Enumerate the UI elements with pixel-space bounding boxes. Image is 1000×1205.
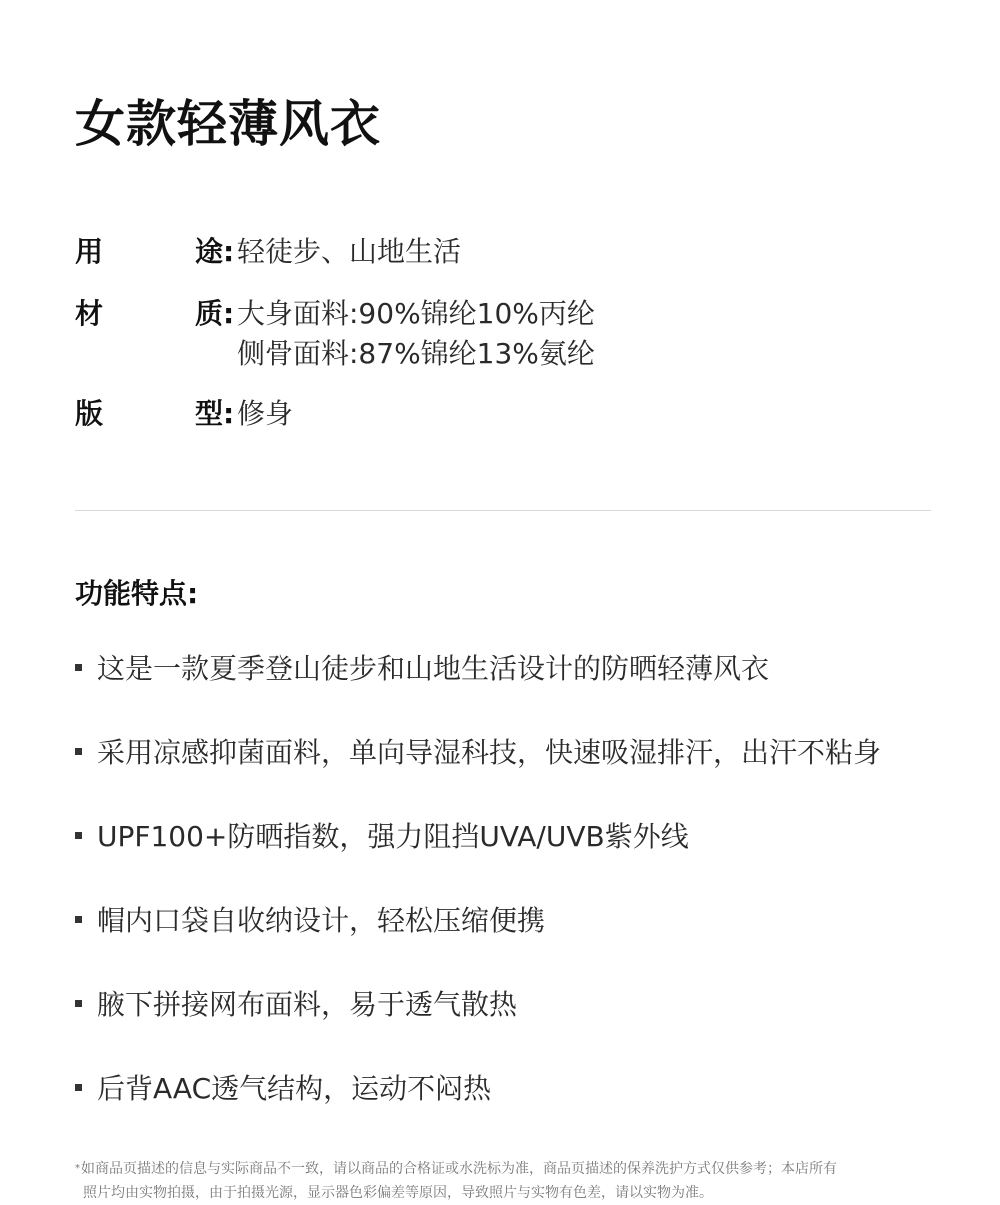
square-bullet-icon [75,664,82,671]
spec-label-char: 途 [194,235,223,268]
spec-label [75,394,223,434]
spec-label-char: 用 [75,235,104,268]
feature-text: UPF100+防晒指数，强力阻挡UVA/UVB紫外线 [97,820,689,853]
square-bullet-icon [75,1084,82,1091]
spec-list [75,232,955,434]
spec-row-usage [75,232,955,272]
spec-label-char: 质 [194,297,223,330]
footnote-asterisk: * [75,1163,80,1174]
spec-label [75,294,223,334]
square-bullet-icon [75,916,82,923]
spec-row-fit [75,394,955,434]
spec-label-char: 材 [75,297,104,330]
feature-text: 这是一款夏季登山徒步和山地生活设计的防晒轻薄风衣 [97,652,770,685]
feature-text: 腋下拼接网布面料，易于透气散热 [97,988,518,1021]
feature-list [75,645,975,1149]
footnote-text: 如商品页描述的信息与实际商品不一致，请以商品的合格证或水洗标为准，商品页描述的保养洗护方式仅供参考；本店所有 [81,1161,837,1177]
feature-item [75,981,975,1025]
features-heading: 功能特点: [75,577,199,610]
spec-value [237,394,293,434]
product-title: 女款轻薄风衣 [75,95,381,153]
spec-colon: : [223,397,235,430]
square-bullet-icon [75,748,82,755]
feature-item [75,645,975,689]
disclaimer-footnote [75,1157,945,1205]
spec-colon: : [223,297,235,330]
section-divider [75,510,931,511]
footnote-line [75,1157,945,1181]
spec-label-char: 型 [194,397,223,430]
square-bullet-icon [75,1000,82,1007]
footnote-line [75,1181,945,1205]
spec-row-material [75,294,955,374]
spec-value-line: 修身 [237,397,294,430]
spec-value-line: 轻徒步、山地生活 [237,235,462,268]
spec-value-line: 大身面料:90%锦纶10%丙纶 [237,297,595,330]
feature-item [75,729,975,773]
spec-colon: : [223,235,235,268]
feature-text: 帽内口袋自收纳设计，轻松压缩便携 [97,904,546,937]
spec-value [237,232,461,272]
spec-label [75,232,223,272]
footnote-text: 照片均由实物拍摄，由于拍摄光源，显示器色彩偏差等原因，导致照片与实物有色差，请以实物为准。 [83,1185,713,1201]
spec-value-line: 侧骨面料:87%锦纶13%氨纶 [237,337,595,370]
square-bullet-icon [75,832,82,839]
feature-item [75,1065,975,1109]
feature-item [75,813,975,857]
feature-item [75,897,975,941]
spec-value [237,294,595,374]
spec-label-char: 版 [75,397,104,430]
feature-text: 后背AAC透气结构，运动不闷热 [97,1072,492,1105]
feature-text: 采用凉感抑菌面料，单向导湿科技，快速吸湿排汗，出汗不粘身 [97,736,882,769]
